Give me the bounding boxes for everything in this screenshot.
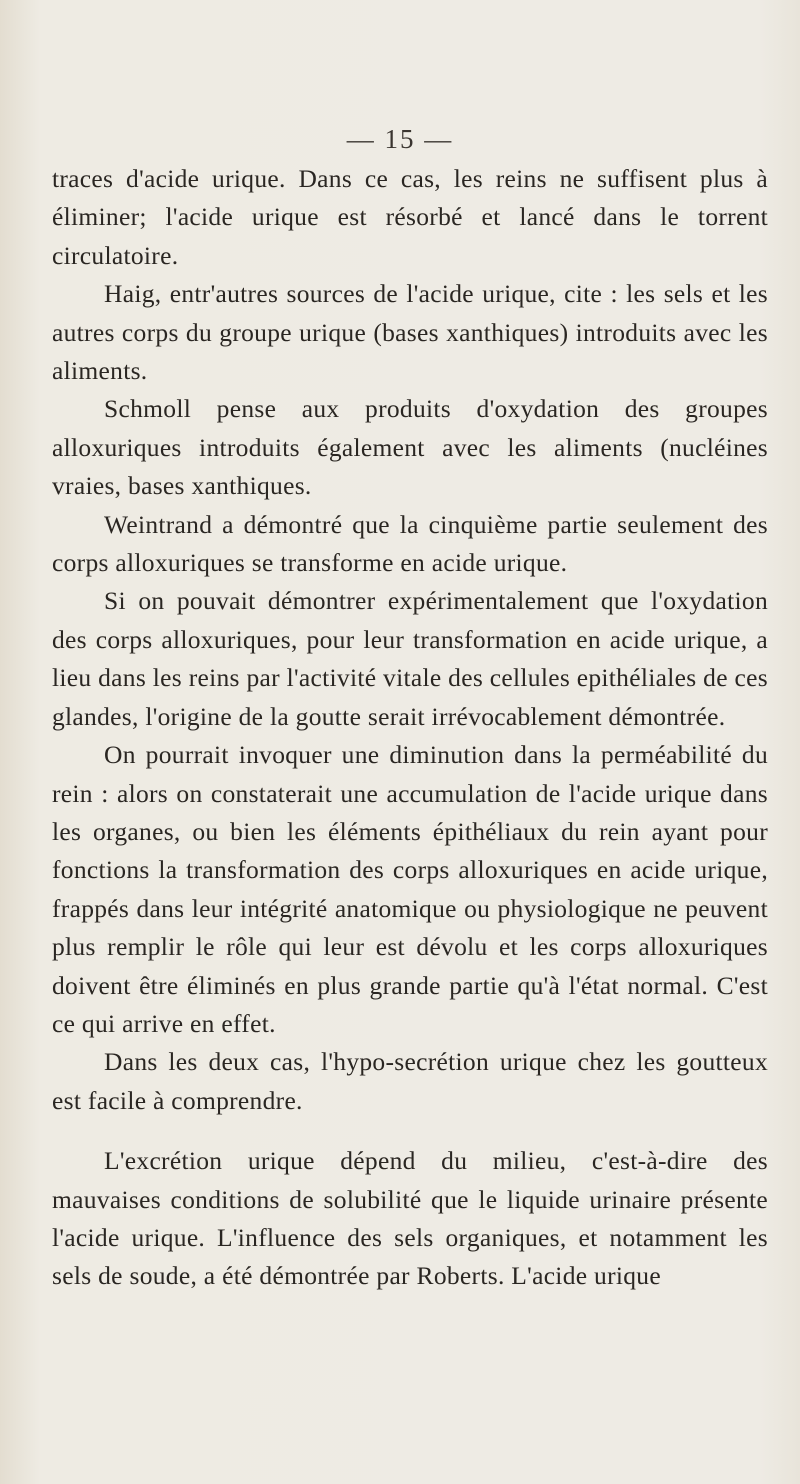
paragraph-2: Haig, entr'autres sources de l'acide urique, cite : les sels et les autres corps du groupe urique (bases xanthiques) introduits avec les aliments. [52,279,768,386]
paragraph-5: Si on pouvait démontrer expérimentalement que l'oxydation des corps alloxuriques, pour leur transformation en acide urique, a lieu dans les reins par l'activité vitale des cellules epithéliales de ces glandes, l'origine de la goutte serait irrévocablement démontrée. [52,586,768,731]
paragraph-4: Weintrand a démontré que la cinquième partie seulement des corps alloxuriques se transforme en acide urique. [52,509,768,578]
paragraph-7: Dans les deux cas, l'hypo-secrétion urique chez les goutteux est facile à comprendre. [52,1047,768,1115]
paragraph-8: L'excrétion urique dépend du milieu, c'est-à-dire des mauvaises conditions de solubilité que le liquide urinaire présente l'acide urique. L'influence des sels organiques, et notamment les sels de soude, a été démontrée par Roberts. L'acide urique [52,1146,768,1291]
paragraph-3: Schmoll pense aux produits d'oxydation des groupes alloxuriques introduits également avec les aliments (nucléines vraies, bases xanthiques. [52,394,768,501]
body-text [52,160,768,1296]
paragraph-6: On pourrait invoquer une diminution dans la perméabilité du rein : alors on constaterait une accumulation de l'acide urique dans les organes, ou bien les éléments épithéliaux du rein ayant pour fonctions la transformation des corps alloxuriques en acide urique, frappés dans leur intégrité anatomique ou physiologique ne peuvent plus remplir le rôle qui leur est dévolu et les corps alloxuriques doivent être éliminés en plus grande partie qu'à l'état normal. C'est ce qui arrive en effet. [52,740,768,1038]
page-number: — 15 — [346,124,454,154]
paragraph-1: traces d'acide urique. Dans ce cas, les reins ne suffisent plus à éliminer; l'acide urique est résorbé et lancé dans le torrent circulatoire. [52,164,768,270]
